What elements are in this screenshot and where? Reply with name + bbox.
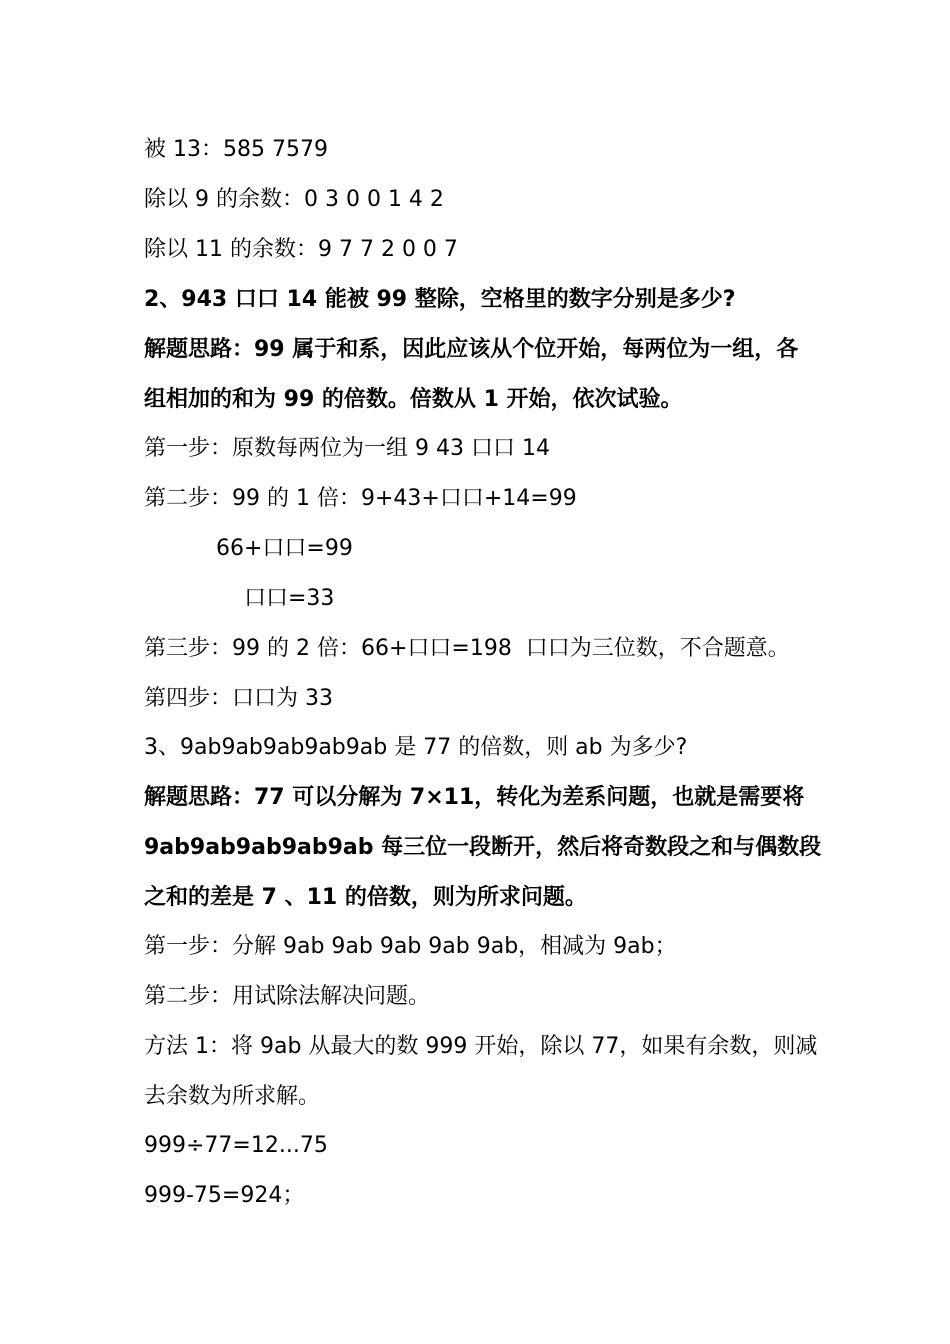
text-line-divisible-13: 被 13：585 7579 xyxy=(144,137,328,162)
problem-3-approach-line-1: 解题思路：77 可以分解为 7×11，转化为差系问题，也就是需要将 xyxy=(144,785,805,810)
problem-2-approach-line-1: 解题思路：99 属于和系，因此应该从个位开始，每两位为一组，各 xyxy=(144,337,799,362)
problem-2-step-4: 第四步：口口为 33 xyxy=(144,686,333,711)
problem-3-division: 999÷77=12...75 xyxy=(144,1133,328,1158)
text-line-remainder-9: 除以 9 的余数：0 3 0 0 1 4 2 xyxy=(144,187,444,212)
problem-3-method-1-line-2: 去余数为所求解。 xyxy=(144,1084,321,1109)
problem-3-step-2: 第二步：用试除法解决问题。 xyxy=(144,984,431,1009)
problem-2-step-1: 第一步：原数每两位为一组 9 43 口口 14 xyxy=(144,436,550,461)
problem-3-approach-line-3: 之和的差是 7 、11 的倍数，则为所求问题。 xyxy=(144,885,587,910)
problem-2-step-2-equation: 66+口口=99 xyxy=(216,536,353,561)
problem-3-step-1: 第一步：分解 9ab 9ab 9ab 9ab 9ab，相减为 9ab； xyxy=(144,934,677,959)
problem-3-subtraction: 999-75=924； xyxy=(144,1183,305,1208)
problem-3-heading: 3、9ab9ab9ab9ab9ab 是 77 的倍数，则 ab 为多少? xyxy=(144,735,688,760)
problem-2-step-3: 第三步：99 的 2 倍：66+口口=198 口口为三位数，不合题意。 xyxy=(144,636,790,661)
text-line-remainder-11: 除以 11 的余数：9 7 7 2 0 0 7 xyxy=(144,237,458,262)
problem-2-heading: 2、943 口口 14 能被 99 整除，空格里的数字分别是多少? xyxy=(144,287,736,312)
problem-2-step-2: 第二步：99 的 1 倍：9+43+口口+14=99 xyxy=(144,486,577,511)
problem-3-approach-line-2: 9ab9ab9ab9ab9ab 每三位一段断开，然后将奇数段之和与偶数段 xyxy=(144,835,822,860)
problem-2-approach-line-2: 组相加的和为 99 的倍数。倍数从 1 开始，依次试验。 xyxy=(144,387,683,412)
problem-3-method-1-line-1: 方法 1：将 9ab 从最大的数 999 开始，除以 77，如果有余数，则减 xyxy=(144,1034,818,1059)
problem-2-step-2-result: 口口=33 xyxy=(244,586,335,611)
